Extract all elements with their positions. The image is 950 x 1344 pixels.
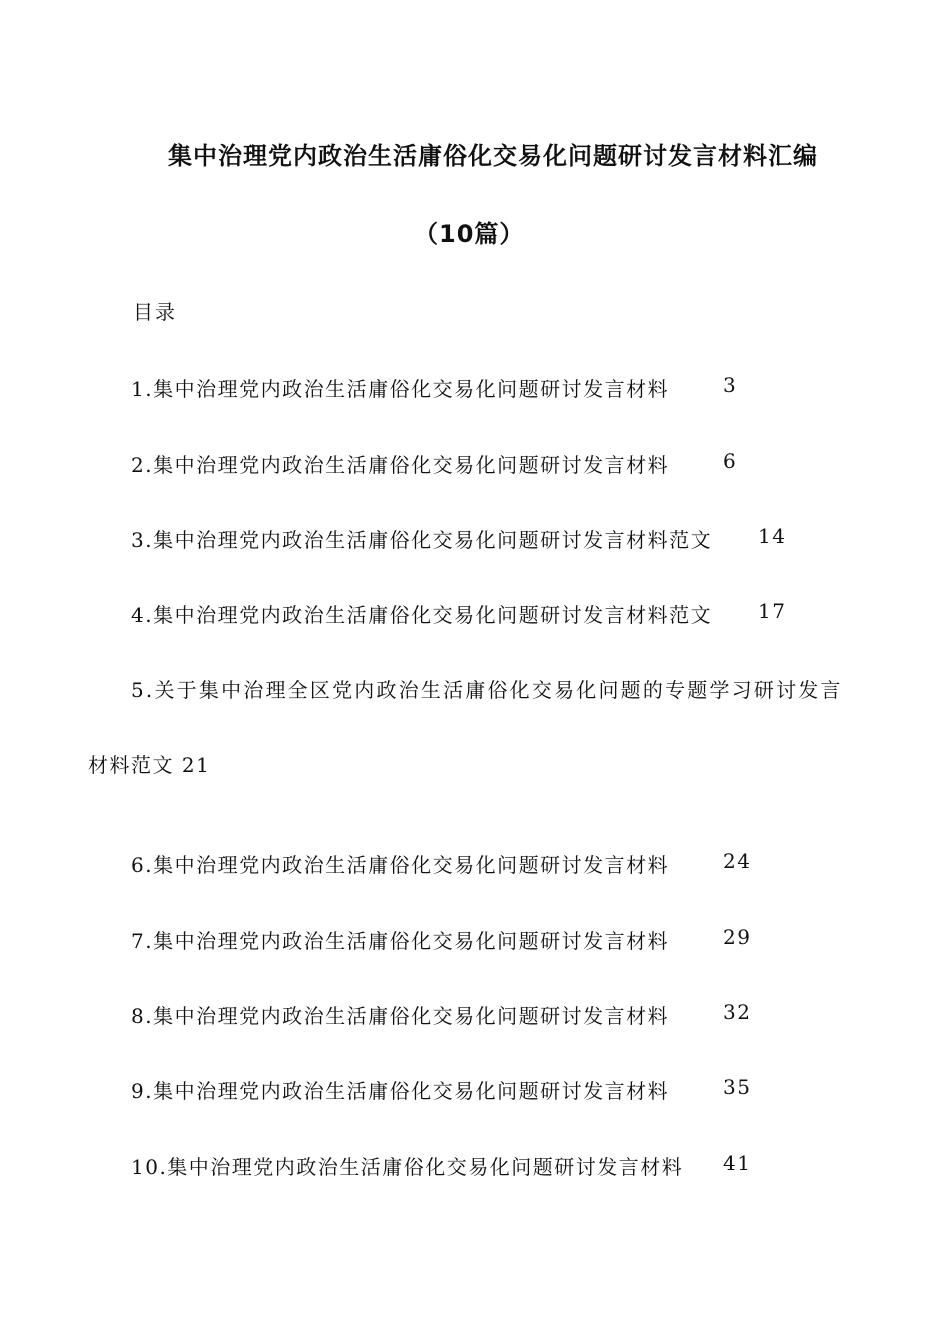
document-title: 集中治理党内政治生活庸俗化交易化问题研讨发言材料汇编 [168, 142, 818, 170]
toc-entry-page: 6 [723, 449, 738, 473]
toc-entry-5-continuation [88, 749, 210, 778]
toc-entry-title: 1.集中治理党内政治生活庸俗化交易化问题研讨发言材料 [131, 377, 670, 401]
toc-entry-title: 3.集中治理党内政治生活庸俗化交易化问题研讨发言材料范文 [131, 528, 713, 552]
toc-entry-page: 17 [758, 599, 787, 623]
toc-entry-8 [131, 1000, 752, 1029]
toc-entry-4 [131, 599, 787, 628]
toc-entry-page: 29 [723, 925, 752, 949]
toc-entry-title: 5.关于集中治理全区党内政治生活庸俗化交易化问题的专题学习研讨发言 [131, 678, 843, 702]
toc-entry-title: 7.集中治理党内政治生活庸俗化交易化问题研讨发言材料 [131, 929, 670, 953]
toc-entry-title: 2.集中治理党内政治生活庸俗化交易化问题研讨发言材料 [131, 453, 670, 477]
toc-entry-3 [131, 524, 787, 553]
toc-entry-page: 24 [723, 849, 752, 873]
toc-entry-page: 14 [758, 524, 787, 548]
toc-entry-10 [131, 1151, 752, 1180]
toc-entry-title: 8.集中治理党内政治生活庸俗化交易化问题研讨发言材料 [131, 1004, 670, 1028]
toc-entry-continuation: 材料范文 21 [88, 753, 211, 777]
toc-entry-9 [131, 1075, 752, 1104]
toc-entry-title: 6.集中治理党内政治生活庸俗化交易化问题研讨发言材料 [131, 853, 670, 877]
toc-entry-title: 10.集中治理党内政治生活庸俗化交易化问题研讨发言材料 [131, 1155, 684, 1179]
toc-entry-title: 9.集中治理党内政治生活庸俗化交易化问题研讨发言材料 [131, 1079, 670, 1103]
document-subtitle: （10篇） [414, 220, 525, 248]
toc-entry-7 [131, 925, 752, 954]
toc-entry-page: 32 [723, 1000, 752, 1024]
toc-entry-page: 41 [723, 1151, 752, 1175]
toc-entry-page: 3 [723, 373, 738, 397]
toc-entry-5 [131, 674, 843, 703]
toc-entry-1 [131, 373, 738, 402]
toc-heading: 目录 [133, 300, 177, 324]
toc-entry-page: 35 [723, 1075, 752, 1099]
toc-entry-title: 4.集中治理党内政治生活庸俗化交易化问题研讨发言材料范文 [131, 603, 713, 627]
toc-entry-2 [131, 449, 738, 478]
toc-entry-6 [131, 849, 752, 878]
